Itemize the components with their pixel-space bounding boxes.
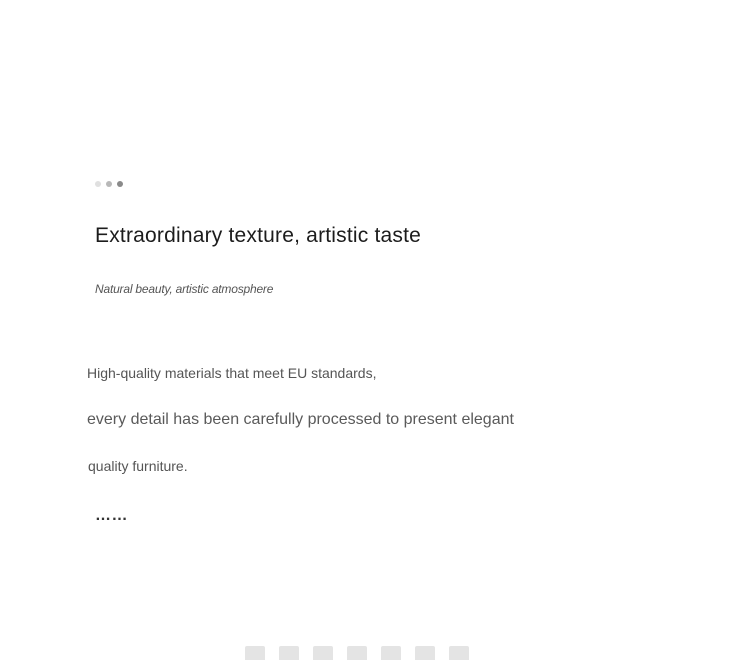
section-subheadline: Natural beauty, artistic atmosphere xyxy=(95,282,274,296)
cropped-glyph xyxy=(313,646,333,660)
cropped-glyph xyxy=(347,646,367,660)
dot-dark-icon xyxy=(117,181,123,187)
cropped-glyph xyxy=(381,646,401,660)
decorative-dots xyxy=(95,181,123,187)
dot-light-icon xyxy=(95,181,101,187)
cropped-glyph xyxy=(449,646,469,660)
cropped-glyph xyxy=(415,646,435,660)
cropped-glyph xyxy=(245,646,265,660)
body-text-line-2: every detail has been carefully processed to present elegant xyxy=(87,411,514,428)
body-text-line-3: quality furniture. xyxy=(88,458,188,474)
body-text-line-1: High-quality materials that meet EU standards, xyxy=(87,365,377,381)
ellipsis-marker: …… xyxy=(95,507,128,524)
cropped-glyph xyxy=(279,646,299,660)
cropped-heading-fragment xyxy=(245,646,469,660)
dot-medium-icon xyxy=(106,181,112,187)
section-headline: Extraordinary texture, artistic taste xyxy=(95,224,422,247)
